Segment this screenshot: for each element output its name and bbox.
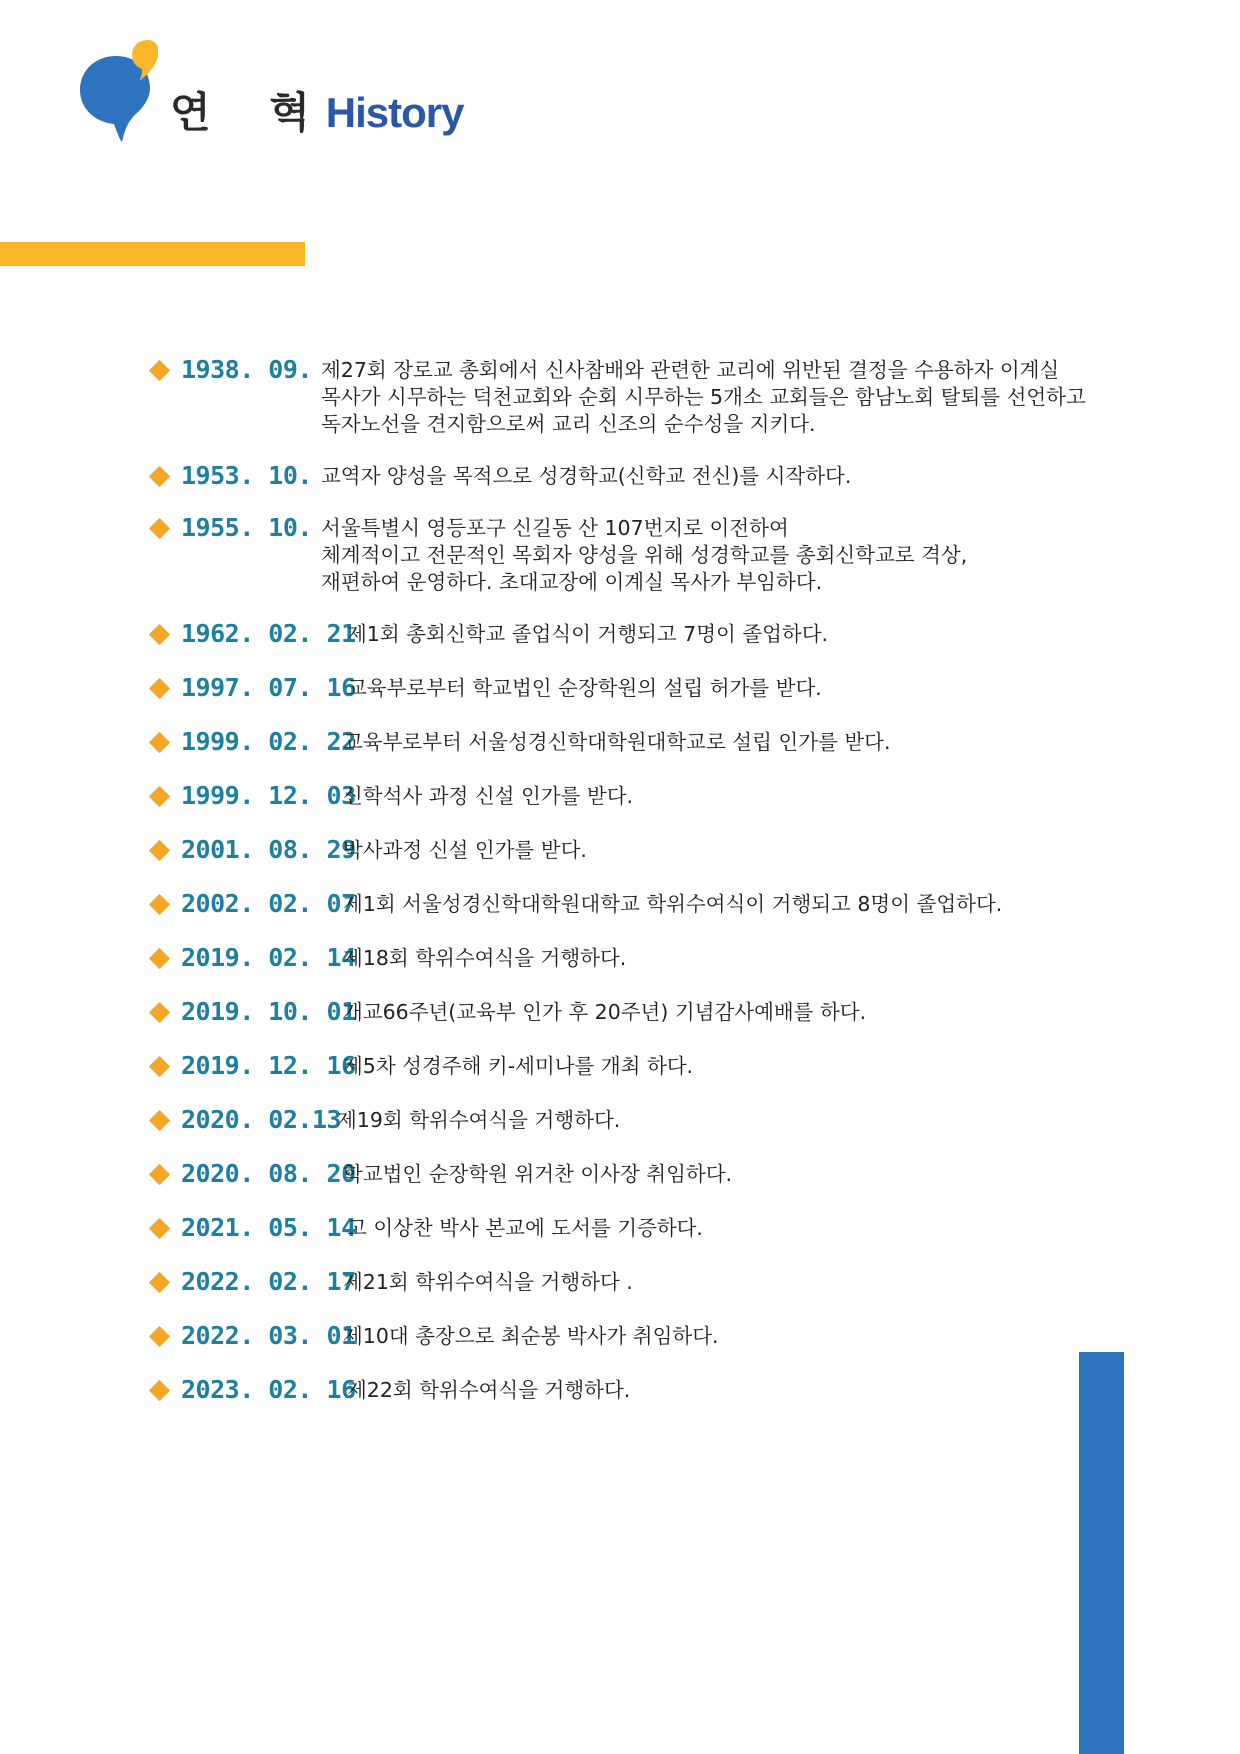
diamond-bullet-icon [149, 1380, 170, 1401]
timeline-entry [148, 513, 1148, 619]
diamond-bullet-icon [149, 466, 170, 487]
description-line: 제5차 성경주해 키-세미나를 개최 하다. [343, 1054, 694, 1078]
timeline-description [321, 461, 851, 490]
accent-bar [0, 242, 305, 266]
timeline-description [343, 781, 633, 810]
timeline-date: 2023. 02. 16 [181, 1375, 356, 1404]
diamond-bullet-icon [149, 840, 170, 861]
timeline-date: 1953. 10. [181, 461, 312, 490]
timeline-entry [148, 781, 1148, 835]
description-line: 신학석사 과정 신설 인가를 받다. [343, 784, 634, 808]
diamond-bullet-icon [149, 894, 170, 915]
timeline-entry [148, 1213, 1148, 1267]
timeline-description [337, 1105, 620, 1134]
timeline-entry [148, 835, 1148, 889]
timeline-description [321, 355, 1086, 438]
description-line: 교육부로부터 학교법인 순장학원의 설립 허가를 받다. [347, 676, 822, 700]
timeline-date: 2019. 12. 16 [181, 1051, 356, 1080]
timeline-description [343, 1267, 633, 1296]
description-line: 서울특별시 영등포구 신길동 산 107번지로 이전하여 [321, 516, 789, 540]
description-line: 제19회 학위수여식을 거행하다. [337, 1108, 621, 1132]
page-title-korean: 연 혁 [170, 88, 332, 137]
description-line: 제18회 학위수여식을 거행하다. [343, 946, 627, 970]
logo-blue-bubble [80, 56, 150, 142]
diamond-bullet-icon [149, 678, 170, 699]
timeline-entry [148, 997, 1148, 1051]
logo-icon [78, 38, 158, 143]
description-line: 교육부로부터 서울성경신학대학원대학교로 설립 인가를 받다. [343, 730, 891, 754]
page-title [170, 80, 463, 140]
timeline-date: 1938. 09. [181, 355, 312, 384]
description-line: 박사과정 신설 인가를 받다. [343, 838, 587, 862]
timeline-entry [148, 673, 1148, 727]
timeline-entry [148, 727, 1148, 781]
timeline-description [347, 1375, 630, 1404]
diamond-bullet-icon [149, 1056, 170, 1077]
timeline-description [343, 943, 626, 972]
timeline-description [343, 835, 587, 864]
timeline-description [343, 727, 890, 756]
page-title-english: History [325, 89, 464, 136]
timeline-entry [148, 1267, 1148, 1321]
description-line: 교역자 양성을 목적으로 성경학교(신학교 전신)를 시작하다. [321, 464, 852, 488]
timeline-entry [148, 619, 1148, 673]
description-line: 제1회 서울성경신학대학원대학교 학위수여식이 거행되고 8명이 졸업하다. [343, 892, 1003, 916]
timeline-date: 2022. 03. 01 [181, 1321, 356, 1350]
timeline-description [343, 1159, 732, 1188]
timeline-entry [148, 1105, 1148, 1159]
description-line: 제27회 장로교 총회에서 신사참배와 관련한 교리에 위반된 결정을 수용하자 이계실 [321, 358, 1060, 382]
timeline-description [321, 513, 967, 596]
timeline-date: 1997. 07. 16 [181, 673, 356, 702]
timeline-date: 1955. 10. [181, 513, 312, 542]
description-line: 제1회 총회신학교 졸업식이 거행되고 7명이 졸업하다. [347, 622, 829, 646]
timeline-description [343, 997, 866, 1026]
diamond-bullet-icon [149, 948, 170, 969]
timeline-entry [148, 355, 1148, 461]
timeline-entry [148, 1321, 1148, 1375]
description-line: 목사가 시무하는 덕천교회와 순회 시무하는 5개소 교회들은 함남노회 탈퇴를 선언하고 [321, 385, 1086, 409]
timeline-entry [148, 889, 1148, 943]
diamond-bullet-icon [149, 1164, 170, 1185]
diamond-bullet-icon [149, 624, 170, 645]
timeline-entry [148, 1375, 1148, 1429]
diamond-bullet-icon [149, 1272, 170, 1293]
description-line: 제22회 학위수여식을 거행하다. [347, 1378, 631, 1402]
timeline-date: 2019. 02. 14 [181, 943, 356, 972]
timeline-entry [148, 1051, 1148, 1105]
timeline-date: 2019. 10. 01 [181, 997, 356, 1026]
timeline-description [347, 1213, 703, 1242]
timeline-date: 1962. 02. 21 [181, 619, 356, 648]
timeline-date: 2020. 08. 20 [181, 1159, 356, 1188]
description-line: 체계적이고 전문적인 목회자 양성을 위해 성경학교를 총회신학교로 격상, [321, 543, 968, 567]
timeline-description [343, 1321, 719, 1350]
timeline-description [347, 619, 828, 648]
diamond-bullet-icon [149, 1002, 170, 1023]
description-line: 학교법인 순장학원 위거찬 이사장 취임하다. [343, 1162, 733, 1186]
history-timeline [148, 355, 1148, 1429]
diamond-bullet-icon [149, 518, 170, 539]
timeline-description [343, 1051, 693, 1080]
description-line: 독자노선을 견지함으로써 교리 신조의 순수성을 지키다. [321, 412, 816, 436]
description-line: 고 이상찬 박사 본교에 도서를 기증하다. [347, 1216, 703, 1240]
timeline-entry [148, 1159, 1148, 1213]
diamond-bullet-icon [149, 786, 170, 807]
timeline-date: 2001. 08. 29 [181, 835, 356, 864]
timeline-date: 1999. 02. 22 [181, 727, 356, 756]
timeline-entry [148, 943, 1148, 997]
timeline-date: 1999. 12. 03 [181, 781, 356, 810]
description-line: 재편하여 운영하다. 초대교장에 이계실 목사가 부임하다. [321, 570, 823, 594]
timeline-description [343, 889, 1002, 918]
timeline-entry [148, 461, 1148, 513]
diamond-bullet-icon [149, 732, 170, 753]
diamond-bullet-icon [149, 1218, 170, 1239]
diamond-bullet-icon [149, 1326, 170, 1347]
timeline-date: 2020. 02.13 [181, 1105, 342, 1134]
description-line: 제21회 학위수여식을 거행하다 . [343, 1270, 633, 1294]
timeline-date: 2002. 02. 07 [181, 889, 356, 918]
diamond-bullet-icon [149, 360, 170, 381]
description-line: 제10대 총장으로 최순봉 박사가 취임하다. [343, 1324, 719, 1348]
timeline-date: 2022. 02. 17 [181, 1267, 356, 1296]
description-line: 개교66주년(교육부 인가 후 20주년) 기념감사예배를 하다. [343, 1000, 867, 1024]
timeline-date: 2021. 05. 14 [181, 1213, 356, 1242]
timeline-description [347, 673, 822, 702]
diamond-bullet-icon [149, 1110, 170, 1131]
